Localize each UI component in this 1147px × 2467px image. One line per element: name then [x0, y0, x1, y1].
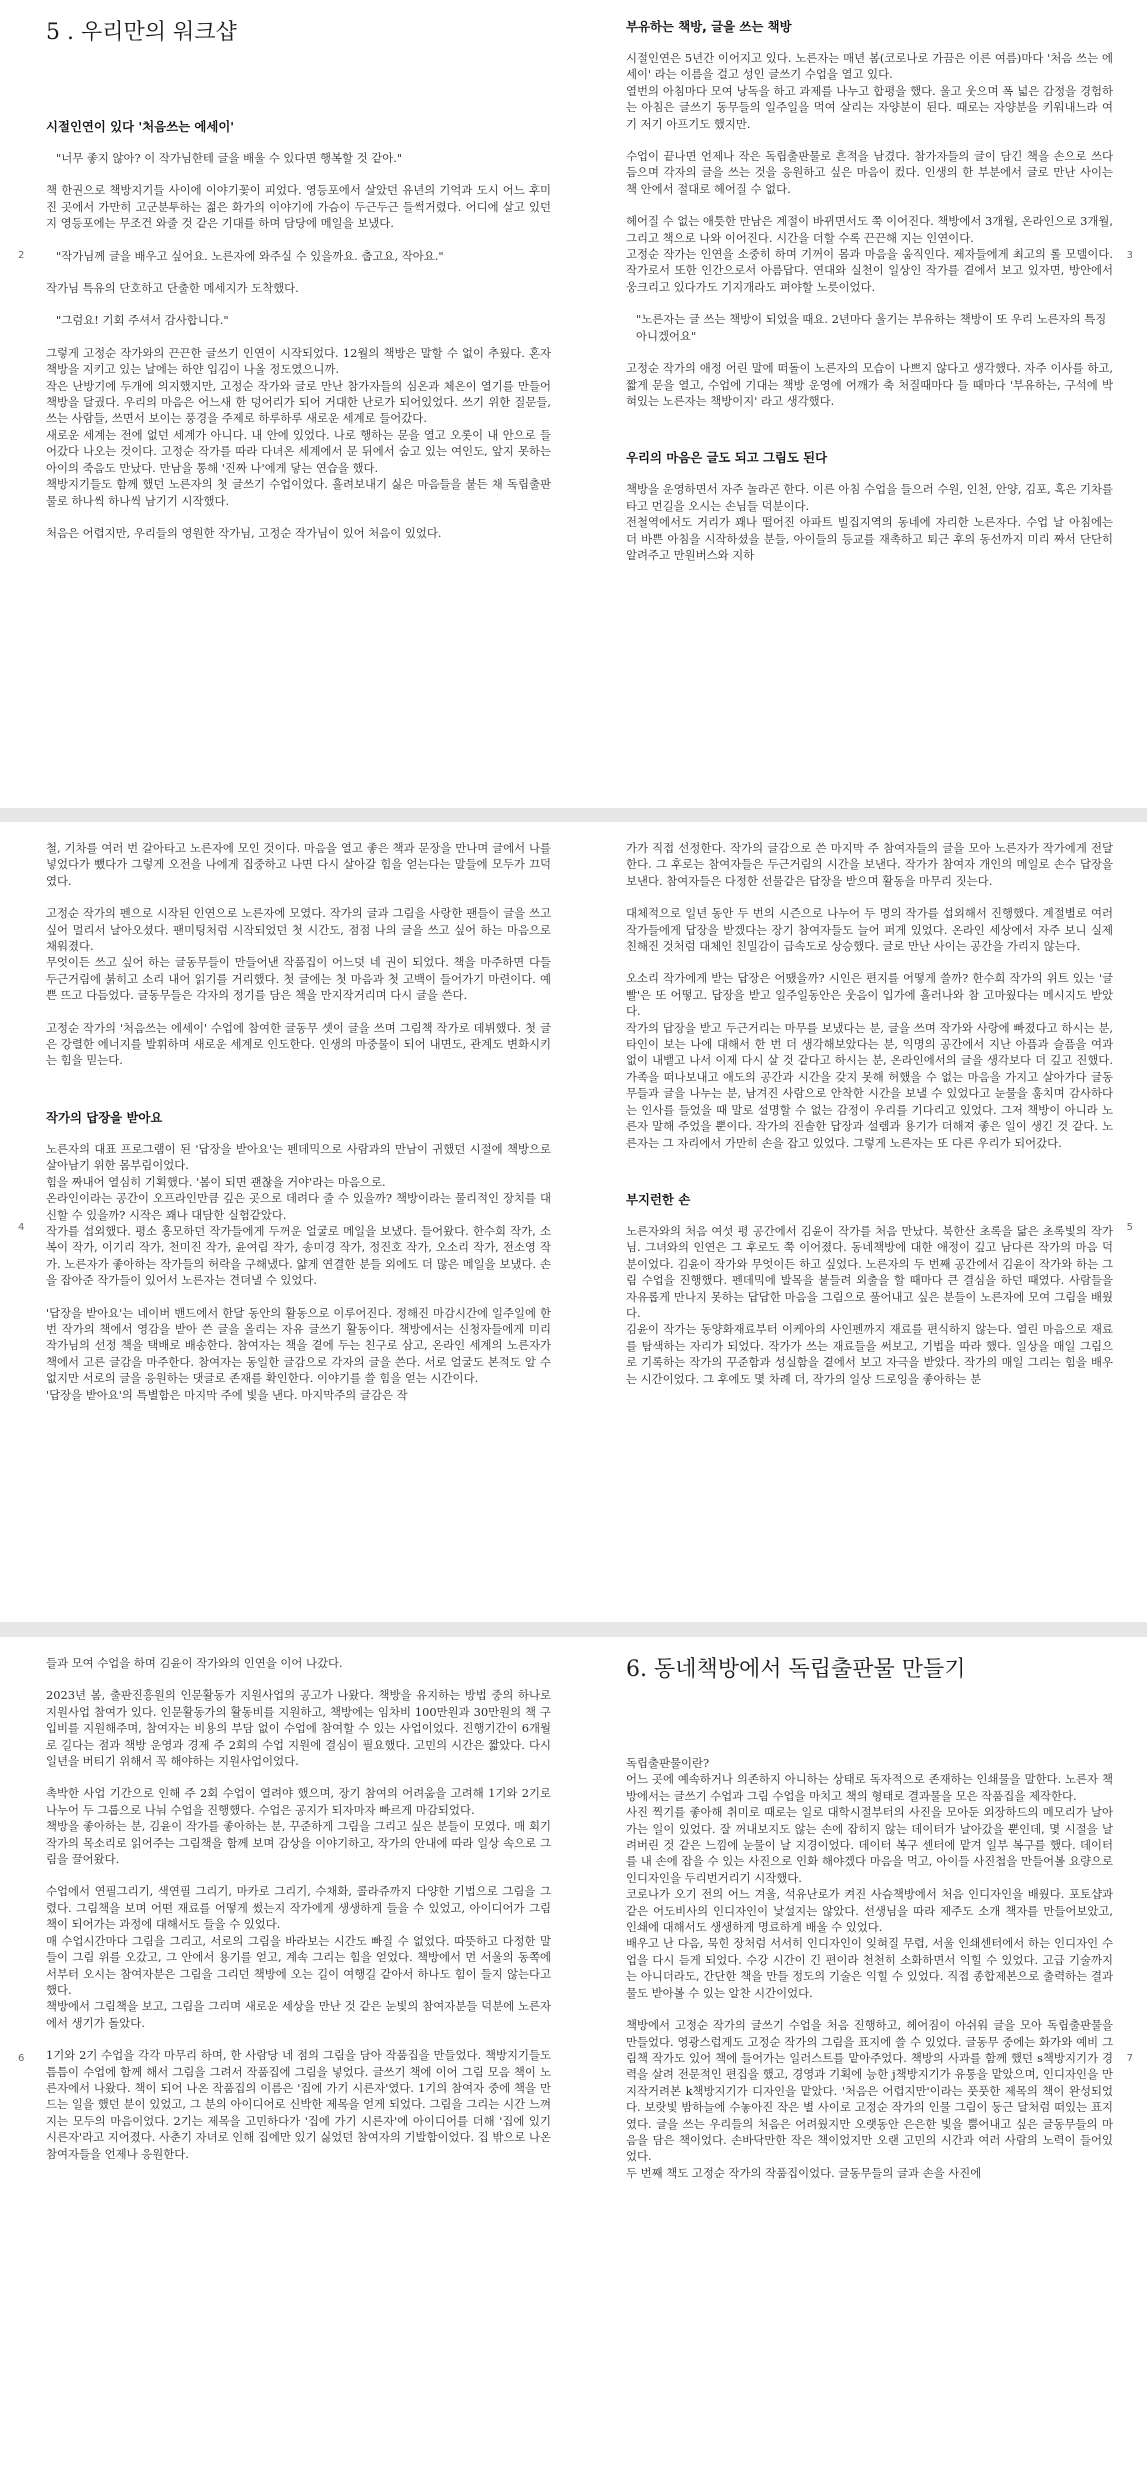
paragraph: 책방을 운영하면서 자주 놀라곤 한다. 이른 아침 수업을 들으러 수원, 인천, 안양, 김포, 혹은 기차를 타고 먼길을 오시는 손님들 덕분이다. 전철역에서도 거리가 꽤나 떨어진 아파트 빌집지역의 동네에 자리한 노른자다. 수업 날 아침에는 더 바쁜 아침을 시작하셨을 분들, 아이들의 등교를 재촉하고 퇴근 후의 동선까지 미리 짜서 단단히 알려주고 만원버스와 지하	[626, 482, 1113, 562]
section-title: 우리의 마음은 글도 되고 그림도 된다	[626, 450, 828, 466]
page-number: 6	[18, 2053, 25, 2064]
page-6	[0, 1637, 573, 2467]
chapter-title: 5 . 우리만의 워크샵	[46, 20, 237, 45]
paragraph: '답장을 받아요'는 네이버 밴드에서 한달 동안의 활동으로 이루어진다. 정해진 마감시간에 일주일에 한 번 작가의 책에서 영감을 받아 쓴 글을 올리는 자유 글쓰기 활동이다. 책방에서는 신청자들에게 미리 작가님의 선정 책을 택배로 배송한다. 참여자는 책을 곁에 두는 친구로 삼고, 온라인 세계의 노른자가 책에서 고른 글감을 마주한다. 참여자는 동일한 글감으로 각자의 글을 쓴다. 서로 얼굴도 본적도 알 수 없지만 서로의 글을 응원하는 댓글로 존재를 확인한다. 이야기를 쓸 힘을 얻는 시간이다. '답장을 받아요'의 특별함은 마지막 주에 빛을 낸다. 마지막주의 글감은 작	[46, 1305, 551, 1402]
paragraph: 고정순 작가의 애정 어린 말에 떠돌이 노른자의 모습이 나쁘지 않다고 생각했다. 자주 이사를 하고, 짧게 문을 열고, 수업에 기대는 책방 운영에 어깨가 축 처질때마다 들 때마다 '부유하는, 구석에 박혀있는 노른자는 책방이지' 라고 생각했다.	[626, 361, 1113, 408]
quote: "노른자는 글 쓰는 책방이 되었을 때요. 2년마다 울기는 부유하는 책방이 또 우리 노른자의 특징 아니겠어요"	[636, 312, 1107, 343]
paragraph: 수업이 끝나면 언제나 작은 독립출판물로 흔적을 남겼다. 참가자들의 글이 담긴 책을 손으로 쓰다듬으며 각자의 글을 쓰는 것을 응원하고 싶은 마음이 컸다. 인생의 한 부분에서 글로 만난 사이는 책 안에서 절대로 헤어질 수 없다.	[626, 149, 1113, 196]
paragraph: 들과 모여 수업을 하며 김윤이 작가와의 인연을 이어 나갔다.	[46, 1656, 343, 1670]
paragraph: 책방에서 고정순 작가의 글쓰기 수업을 처음 진행하고, 헤어짐이 아쉬워 글을 모아 독립출판물을 만들었다. 영광스럽게도 고정순 작가의 그림을 표지에 쓸 수 있었다. 글동무 중에는 화가와 예비 그림책 작가도 있어 책에 들어가는 일러스트를 맡아주었다. 책방의 사과를 함께 했던 s책방지기가 경력을 살려 전문적인 편집을 했고, 경영과 기획에 능한 j책방지기가 유통을 맡았으며, 인디자인을 만지작거려본 k책방지기가 디자인을 맡았다. '처음은 어렵지만'이라는 풋풋한 제목의 책이 완성되었다. 보랏빛 밤하늘에 수놓아진 작은 별 사이로 고정순 작가의 인물 그림이 둥근 달처럼 떠있는 표지였다. 글을 쓰는 우리들의 처음은 어려웠지만 오랫동안 은은한 빛을 뿜어내고 싶은 글동무들의 마음을 담은 책이었다. 손바닥만한 작은 책이었지만 오랜 고민의 시간과 여러 사람의 노력이 들어있었다. 두 번째 책도 고정순 작가의 작품집이었다. 글동무들의 글과 손을 사진에	[626, 2018, 1113, 2180]
page-3	[574, 0, 1147, 808]
quote: "그럼요! 기회 주셔서 감사합니다."	[56, 313, 229, 328]
paragraph: 고정순 작가의 펜으로 시작된 인연으로 노른자에 모였다. 작가의 글과 그림을 사랑한 팬들이 글을 쓰고 싶어 멀리서 날아오셨다. 팬미팅처럼 시작되었던 첫 시간도, 점점 나의 글을 쓰고 싶어 하는 마음으로 채워졌다. 무엇이든 쓰고 싶어 하는 글동무들이 만들어낸 작품집이 어느덧 네 권이 되었다. 책을 마주하면 다들 두근거림에 붉히고 소리 내어 읽기를 거리했다. 첫 글에는 첫 마음과 첫 고백이 들어가기 마련이다. 예쁜 뜨고 다듬었다. 글동무들은 각자의 정기를 담은 책을 만지작거리며 다시 글을 쓴다.	[46, 906, 551, 1003]
paragraph: 2023년 봄, 출판진흥원의 인문활동가 지원사업의 공고가 나왔다. 책방을 유지하는 방법 중의 하나로 지원사업 참여가 있다. 인문활동가의 활동비를 지원하고, 책방에는 임차비 100만원과 30만원의 책 구입비를 지원해주며, 참여자는 비용의 부담 없이 수업에 참여할 수 있는 사업이었다. 진행기간이 6개월로 길다는 점과 책방 운영과 경제 주 2회의 수업 지원에 결심이 필요했다. 고민의 시간은 짧았다. 다시 일년을 버티기 위해서 꼭 해야하는 지원사업이었다.	[46, 1688, 551, 1769]
section-title: 시절인연이 있다 '처음쓰는 에세이'	[46, 119, 235, 134]
paragraph: 시절인연은 5년간 이어지고 있다. 노른자는 매년 봄(코로나로 가끔은 이른 여름)마다 '처음 쓰는 에세이' 라는 이름을 걸고 성인 글쓰기 수업을 열고 있다. 열번의 아침마다 모여 낭독을 하고 과제를 나누고 합평을 했다. 울고 웃으며 폭 넓은 감정을 경험하는 아침은 글쓰기 동무들의 일주일을 먹여 살리는 자양분이 된다. 때로는 자양분을 키워내느라 여기 저기 아프기도 했지만.	[626, 51, 1113, 131]
page-number: 2	[18, 250, 25, 261]
page-number: 4	[18, 1222, 25, 1233]
page-number: 5	[1126, 1222, 1133, 1233]
paragraph: 수업에서 연필그리기, 색연필 그리기, 마카로 그리기, 수채화, 콜라쥬까지 다양한 기법으로 그림을 그렸다. 그림책을 보며 어떤 재료를 어떻게 썼는지 작가에게 생생하게 들을 수 있었고, 아이디어가 그림책이 되어가는 과정에 대해서도 들을 수 있었다. 매 수업시간마다 그림을 그리고, 서로의 그림을 바라보는 시간도 빠질 수 없었다. 따뜻하고 다정한 말들이 그림 위를 오갔고, 그 안에서 용기를 얻고, 계속 그리는 힘을 얻었다. 책방에서 먼 서울의 동쪽에서부터 오시는 참여자분은 그림을 그리던 책방에 오는 길이 여행길 같아서 하나도 힘이 들지 않는다고 했다. 책방에서 그림책을 보고, 그림을 그리며 새로운 세상을 만난 것 같은 눈빛의 참여자분들 덕분에 노른자에서 생기가 돌았다.	[46, 1884, 551, 2030]
page-spread-3	[0, 1637, 1147, 2467]
paragraph: 작가님 특유의 단호하고 단출한 메세지가 도착했다.	[46, 281, 299, 296]
section-title: 작가의 답장을 받아요	[46, 1109, 163, 1125]
page-5	[574, 822, 1147, 1622]
page-7	[574, 1637, 1147, 2467]
paragraph: 헤어질 수 없는 애틋한 만남은 계절이 바뀌면서도 쭉 이어진다. 책방에서 3개월, 온라인으로 3개월, 그리고 책으로 나와 이어진다. 시간을 더할 수록 끈끈해 지는 인연이다. 고정순 작가는 인연을 소중히 하며 기꺼이 몸과 마음을 움직인다. 제자들에게 최고의 롤 모델이다. 작가로서 또한 인간으로서 아름답다. 연대와 실천이 일상인 작가를 곁에서 보고 있자면, 방안에서 웅크리고 있다가도 기지개라도 펴야할 노릇이었다.	[626, 214, 1113, 294]
paragraph: 1기와 2기 수업을 각각 마무리 하며, 한 사람당 네 점의 그림을 담아 작품집을 만들었다. 책방지기들도 틈틈이 수업에 함께 해서 그림을 그려서 작품집에 그림을 넣었다. 글쓰기 책에 이어 그림 모음 책이 노른자에서 나왔다. 책이 되어 나온 작품집의 이름은 '집에 가기 시른자'였다. 1기의 참여자 중에 책을 만드는 일을 했던 분이 있었고, 그 분의 아이디어로 신박한 제목을 얻게 되었다. 그림을 그리는 시간 느껴지는 모두의 마음이었다. 2기는 제목을 고민하다가 '집에 가기 시른자'에 아이디어를 더해 '집에 있기 시른자'라고 지어졌다. 사춘기 자녀로 인해 집에만 있기 싫었던 참여자의 기발함이었다. 집 밖으로 나온 참여자들을 언제나 응원한다.	[46, 2048, 551, 2161]
paragraph: 처음은 어렵지만, 우리들의 영원한 작가님, 고정순 작가님이 있어 처음이 있었다.	[46, 525, 442, 540]
paragraph: 책 한권으로 책방지기들 사이에 이야기꽃이 피었다. 영등포에서 살았던 유년의 기억과 도시 어느 후미진 곳에서 가만히 고군분투하는 젊은 화가의 이야기에 가슴이 두근두근 들썩거렸다. 어디에 살고 있던지 영등포에는 무조건 와줄 것 같은 기대를 하며 담당에 메일을 보냈다.	[46, 183, 551, 231]
paragraph: 노른자와의 처음 여섯 평 공간에서 김윤이 작가를 처음 만났다. 북한산 초록을 닮은 초록빛의 작가님. 그녀와의 인연은 그 후로도 쭉 이어졌다. 동네책방에 대한 애정이 깊고 남다른 작가의 마음 덕분이었다. 김윤이 작가와 무엇이든 하고 싶었다. 노른자의 두 번째 공간에서 김윤이 작가와 하는 그림 수업을 진행했다. 펜데믹에 발목을 붙들려 외출을 할 때마다 큰 결심을 하던 때였다. 사람들을 자유롭게 만나지 못하는 답답한 마음을 그림으로 풀어내고 싶은 분들이 노른자에 모여 그림을 배웠다. 김윤이 작가는 동양화재료부터 이케아의 사인펜까지 재료를 편식하지 않는다. 열린 마음으로 재료를 탐색하는 자리가 되었다. 작가가 쓰는 재료들을 써보고, 기법을 따라 했다. 일상을 매일 그림으로 기록하는 작가의 꾸준함과 성실함을 곁에서 보고 자극을 받았다. 작가의 매일 그리는 힘을 배우는 시간이었다. 그 후에도 몇 차례 더, 작가의 일상 드로잉을 좋아하는 분	[626, 1223, 1113, 1386]
paragraph: 노른자의 대표 프로그램이 된 '답장을 받아요'는 펜데믹으로 사람과의 만남이 귀했던 시절에 책방으로 살아남기 위한 몸부림이었다. 힘을 짜내어 열심히 기획했다. '봄이 되면 괜찮을 거야'라는 마음으로. 온라인이라는 공간이 오프라인만큼 깊은 곳으로 데려다 줄 수 있을까? 책방이라는 물리적인 장치를 대신할 수 있을까? 시작은 꽤나 대담한 실험같았다. 작가를 섭외했다. 평소 홍모하던 작가들에게 두꺼운 얼굴로 메일을 보냈다. 들어왔다. 한수희 작가, 소복이 작가, 이기리 작가, 천미진 작가, 윤여림 작가, 송미경 작가, 정진호 작가, 오소리 작가, 전소영 작가. 노른자가 좋아하는 작가들의 허락을 구해냈다. 얇게 연결한 분들 외에도 더 많은 메일을 보냈다. 손을 잡아준 작가들이 있어서 노른자는 견뎌낼 수 있었다.	[46, 1141, 551, 1288]
quote: "작가님께 글을 배우고 싶어요. 노른자에 와주실 수 있을까요. 춥고요, 작아요."	[56, 248, 444, 263]
paragraph: 그렇게 고정순 작가와의 끈끈한 글쓰기 인연이 시작되었다. 12월의 책방은 말할 수 없이 추웠다. 혼자 책방을 지키고 있는 날에는 하얀 입김이 나올 정도였으니까. 작은 난방기에 두개에 의지했지만, 고정순 작가와 글로 만난 참가자들의 심온과 체온이 열기를 만들어 책방을 달궜다. 우리의 마음은 어느새 한 덩어리가 되어 거대한 난로가 되어있었다. 쓰기 위한 질문들, 쓰는 사람들, 쓰면서 보이는 풍경을 주제로 하루하루 새로운 세계로 들어갔다. 새로운 세계는 전에 없던 세계가 아니다. 내 안에 있었다. 나로 행하는 문을 열고 오롯이 내 안으로 들어갔다 나오는 것이다. 고정순 작가를 따라 다녀온 세계에서 문 뒤에서 숨고 있는 여인도, 앞지 못하는 아이의 죽음도 만났다. 만남을 통해 '진짜 나'에게 닿는 연습을 했다. 책방지기들도 함께 했던 노른자의 첫 글쓰기 수업이었다. 흘려보내기 싫은 마음들을 붙든 채 독립출판물로 하나씩 하나씩 남기기 시작했다.	[46, 345, 551, 508]
paragraph: 고정순 작가의 '처음쓰는 에세이' 수업에 참여한 글동무 셋이 글을 쓰며 그림책 작가로 데뷔했다. 첫 글은 강렬한 에너지를 발휘하며 새로운 세계로 인도한다. 인생의 마중물이 되어 내면도, 관계도 변화시키는 힘을 믿는다.	[46, 1020, 551, 1068]
page-number: 3	[1126, 250, 1133, 261]
page-4	[0, 822, 573, 1622]
section-title: 부유하는 책방, 글을 쓰는 책방	[626, 19, 792, 34]
chapter-title: 6. 동네책방에서 독립출판물 만들기	[626, 1657, 966, 1682]
paragraph: 촉박한 사업 기간으로 인해 주 2회 수업이 열려야 했으며, 장기 참여의 어려움을 고려해 1기와 2기로 나누어 두 그룹으로 나눠 수업을 진행했다. 수업은 공지가 되자마자 빠르게 마감되었다. 책방을 좋아하는 분, 김윤이 작가를 좋아하는 분, 꾸준하게 그림을 그리고 싶은 분들이 모였다. 매 회기 작가의 목소리로 읽어주는 그림책을 함께 보며 감상을 이야기하고, 작가의 안내에 따라 일상 속으로 그림을 끌어왔다.	[46, 1786, 551, 1867]
paragraph: 가가 직접 선정한다. 작가의 글감으로 쓴 마지막 주 참여자들의 글을 모아 노른자가 작가에게 전달한다. 그 후로는 참여자들은 두근거림의 시간을 보낸다. 작가가 참여자 개인의 메일로 손수 답장을 보낸다. 참여자들은 다정한 선물같은 답장을 받으며 활동을 마무리 짓는다.	[626, 841, 1113, 888]
paragraph: 대체적으로 일년 동안 두 번의 시즌으로 나누어 두 명의 작가를 섭외해서 진행했다. 계절별로 여러 작가들에게 답장을 받겠다는 장기 참여자들도 늘어 퍼게 있었다. 온라인 세상에서 자주 보니 실제 친해진 것처럼 대체인 친밀감이 급속도로 상승했다. 글로 만난 사이는 공간을 가리지 않는다.	[626, 906, 1113, 954]
paragraph: 오소리 작가에게 받는 답장은 어땠을까? 시인은 편지를 어떻게 쓸까? 한수희 작가의 위트 있는 '글빨'은 또 어떻고. 답장을 받고 일주일동안은 웃음이 입가에 흘러나와 참 고마웠다는 메시지도 받았다. 작가의 답장을 받고 두근거리는 마무를 보냈다는 분, 글을 쓰며 작가와 사랑에 빠졌다고 하시는 분, 타인이 보는 나에 대해서 한 번 더 생각해보았다는 분, 익명의 공간에서 지난 아픔과 슬픔을 여과 없이 내뱉고 나서 이제 다시 살 것 같다고 하시는 분, 온라인에서의 글을 생각보다 더 깊고 진했다. 가족을 떠나보내고 애도의 공간과 시간을 갖지 못해 허했을 수 없는 마음을 가지고 살아가다 글동무들과 글을 나누는 분, 남겨진 사람으로 안착한 시간을 보낼 수 있었다고 눈물을 훔치며 감사하다는 인사를 들었을 때 말로 설명할 수 없는 감정이 우리를 기다리고 있었다. 그저 책방이 아니라 노른자 말해 주었을 뿐이다. 작가의 진솔한 답장과 설렘과 용기가 더해져 좋은 일이 생긴 것 같다. 노른자는 그 자리에서 가만히 손을 잡고 있었다. 그렇게 노른자는 또 다른 우리가 되어갔다.	[626, 971, 1113, 1150]
page-spread-1	[0, 0, 1147, 808]
page-number: 7	[1126, 2053, 1133, 2064]
page-spread-2	[0, 822, 1147, 1622]
quote: "너무 좋지 않아? 이 작가님한테 글을 배울 수 있다면 행복할 것 같아."	[56, 151, 403, 165]
page-2	[0, 0, 573, 808]
paragraph: 독립출판물이란? 어느 곳에 예속하거나 의존하지 아니하는 상태로 독자적으로 존재하는 인쇄물을 말한다. 노른자 책방에서는 글쓰기 수업과 그림 수업을 마치고 책의 형태로 결과물을 모은 작품집을 제작한다. 사진 찍기를 좋아해 취미로 때로는 일로 대학시절부터의 사진을 모아둔 외장하드의 메모리가 날아가는 일이 있었다. 잘 꺼내보지도 않는 손에 잡히지 않는 데이터가 날아갔을 뿐인데, 몇 시절을 날려버린 것 같은 느낌에 눈물이 날 지경이었다. 데이터 복구 센터에 맡겨 일부 복구를 했다. 데이터를 내 손에 잡을 수 있는 사진으로 인화 해야겠다 마음을 먹고, 아이들 사진첩을 만들어볼 요량으로 인디자인을 두리번거리기 시작했다. 코로나가 오기 전의 어느 겨울, 석유난로가 켜진 사슴책방에서 처음 인디자인을 배웠다. 포토샵과 같은 어도비사의 인디자인이 낯설지는 않았다. 선생님을 따라 제주도 소개 책자를 만들어보았고, 인쇄에 대해서도 생생하게 명료하게 배울 수 있었다. 배우고 난 다음, 묵힌 장처럼 서서히 인디자인이 잊혀질 무렵, 서울 인쇄센터에서 하는 인디자인 수업을 다시 듣게 되었다. 수강 시간이 긴 편이라 천천히 소화하면서 익힐 수 있었다. 고급 기술까지는 아니더라도, 간단한 책을 만들 정도의 기술은 익힐 수 있었다. 직접 종합제본으로 출력하는 결과물도 받아볼 수 있는 알찬 시간이었다.	[626, 1756, 1113, 2000]
paragraph: 철, 기차를 여러 번 갈아타고 노른자에 모인 것이다. 마음을 열고 좋은 책과 문장을 만나며 글에서 나를 넣었다가 뺐다가 그렇게 오전을 나에게 집중하고 나면 다시 살아갈 힘을 얻는다는 말들에 모두가 끄덕였다.	[46, 841, 551, 888]
section-title: 부지런한 손	[626, 1191, 691, 1207]
